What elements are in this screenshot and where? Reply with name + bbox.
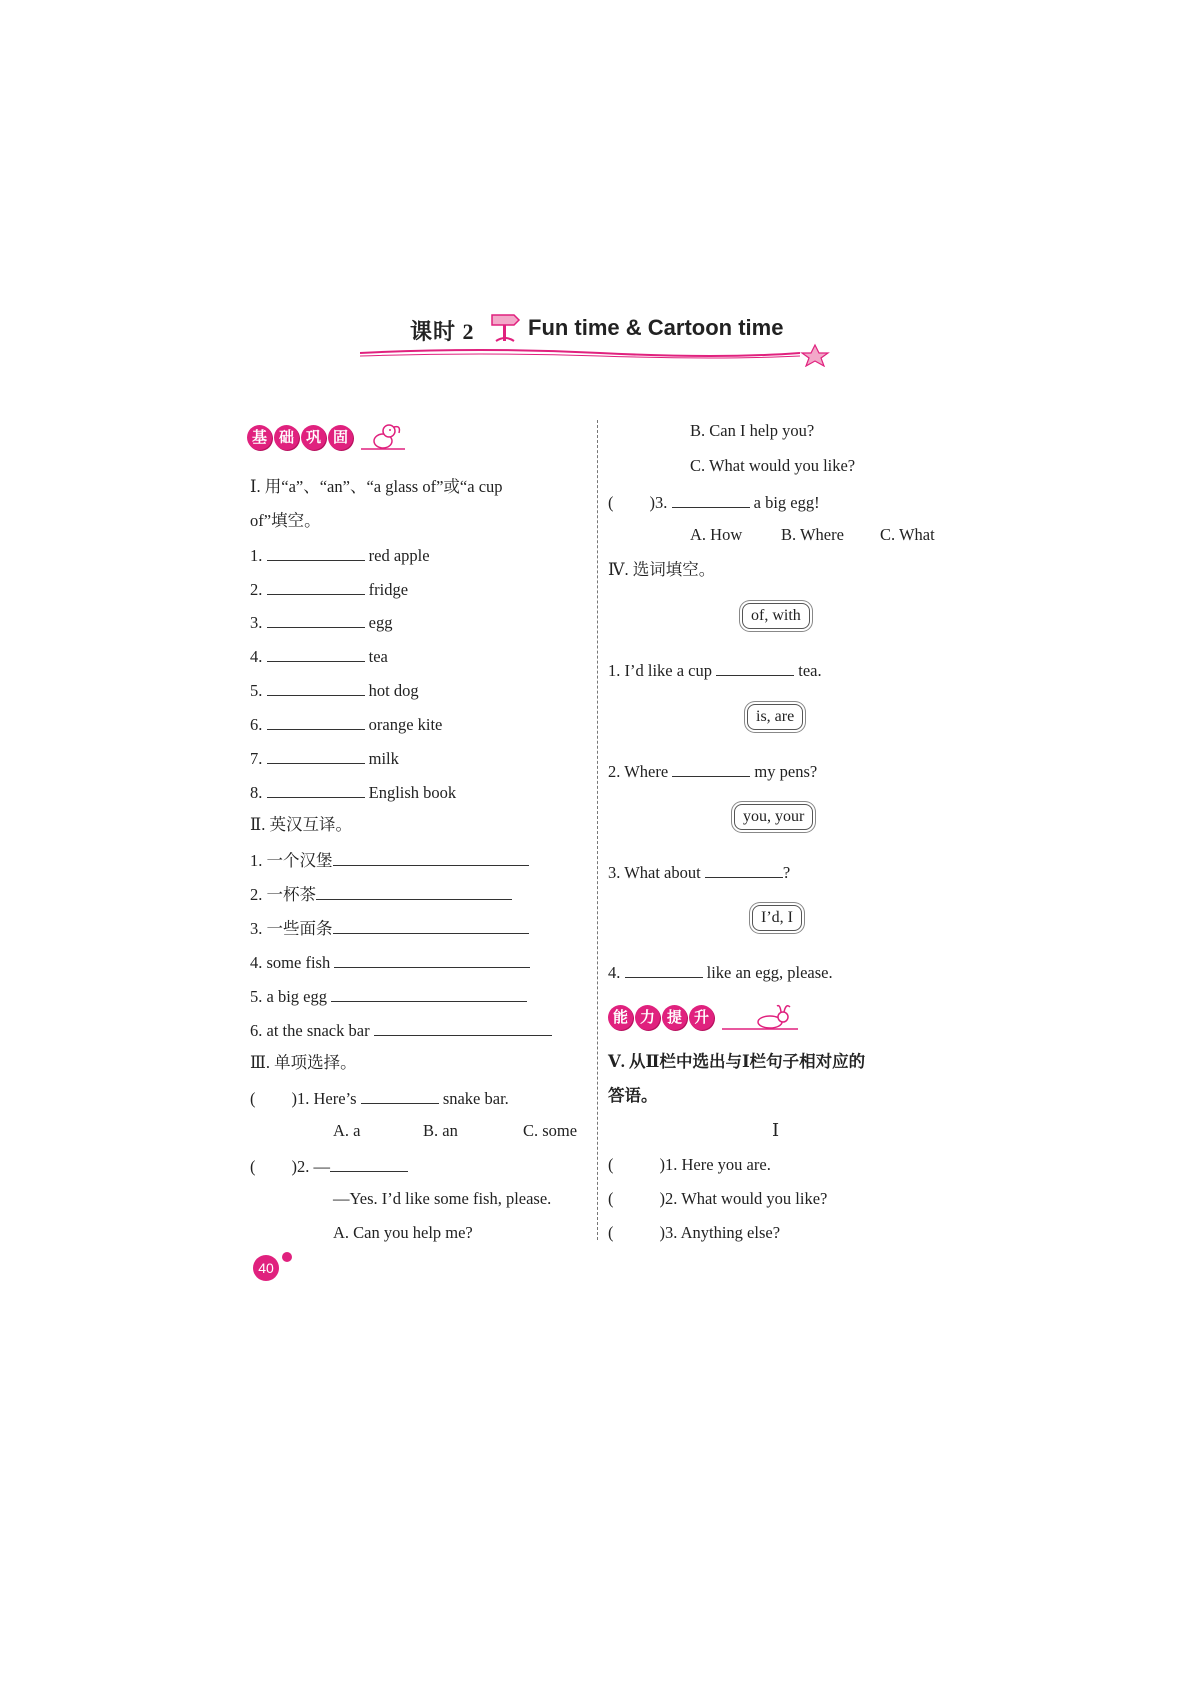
answer-blank[interactable] (267, 747, 365, 764)
fill-item: 2. fridge (250, 580, 409, 599)
section-banner-improve (608, 1005, 716, 1033)
option-c[interactable]: C. What would you like? (690, 456, 856, 475)
word-choice-box: is, are (747, 704, 803, 730)
lesson-number: 课时 2 (410, 319, 475, 344)
banner-char: 巩 (301, 425, 326, 450)
fill-item: 3. What about ? (608, 863, 791, 882)
answer-blank[interactable] (672, 760, 750, 777)
fill-item: 8. English book (250, 783, 457, 802)
choice-question-1: ( )1. Here’s snake bar. (250, 1089, 509, 1108)
word-choice-box: of, with (742, 603, 810, 629)
option-a[interactable]: A. How (690, 525, 743, 544)
translate-item: 3. 一些面条 (250, 917, 529, 939)
fill-item: 1. red apple (250, 546, 430, 565)
answer-blank[interactable] (267, 679, 365, 696)
match-item: ( )1. Here you are. (608, 1155, 771, 1174)
dog-icon (359, 421, 407, 455)
translate-item: 4. some fish (250, 951, 530, 973)
lesson-header (360, 305, 840, 355)
answer-blank[interactable] (267, 544, 365, 561)
answer-blank[interactable] (330, 1155, 408, 1172)
answer-blank[interactable] (716, 659, 794, 676)
section-2-title: Ⅱ. 英汉互译。 (250, 815, 352, 834)
fill-item: 3. egg (250, 613, 393, 632)
section-5-title: Ⅴ. 从Ⅱ栏中选出与Ⅰ栏句子相对应的 (608, 1052, 866, 1071)
translate-item: 5. a big egg (250, 985, 527, 1007)
option-b[interactable]: B. an (423, 1121, 458, 1140)
option-a[interactable]: A. a (333, 1121, 361, 1140)
translate-item: 1. 一个汉堡 (250, 849, 529, 871)
answer-blank[interactable] (331, 985, 527, 1002)
answer-blank[interactable] (333, 849, 529, 866)
page-dot (282, 1252, 292, 1262)
answer-blank[interactable] (374, 1019, 552, 1036)
column-label: Ⅰ (772, 1120, 780, 1140)
fill-item: 1. I’d like a cup tea. (608, 661, 822, 680)
banner-char: 升 (689, 1005, 714, 1030)
column-divider (597, 420, 598, 1240)
section-3-title: Ⅲ. 单项选择。 (250, 1053, 357, 1072)
lesson-title: Fun time & Cartoon time (528, 315, 784, 340)
choice-question-3: ( )3. a big egg! (608, 493, 820, 512)
option-c[interactable]: C. some (523, 1121, 578, 1140)
section-4-title: Ⅳ. 选词填空。 (608, 560, 716, 579)
answer-blank[interactable] (267, 645, 365, 662)
answer-blank[interactable] (316, 883, 512, 900)
fill-item: 6. orange kite (250, 715, 443, 734)
answer-blank[interactable] (625, 961, 703, 978)
fill-item: 4. tea (250, 647, 388, 666)
match-item: ( )3. Anything else? (608, 1223, 781, 1242)
banner-char: 力 (635, 1005, 660, 1030)
section-1-title: Ⅰ. 用“a”、“an”、“a glass of”或“a cup (250, 477, 503, 496)
section-1-title-cont: of”填空。 (250, 511, 321, 530)
translate-item: 6. at the snack bar (250, 1019, 552, 1041)
answer-blank[interactable] (267, 713, 365, 730)
answer-blank[interactable] (267, 781, 365, 798)
option-b[interactable]: B. Can I help you? (690, 421, 815, 440)
section-banner-basics (247, 425, 355, 453)
banner-char: 基 (247, 425, 272, 450)
banner-char: 提 (662, 1005, 687, 1030)
choice-question-2: ( )2. — (250, 1155, 408, 1177)
answer-blank[interactable] (705, 861, 783, 878)
answer-blank[interactable] (334, 951, 530, 968)
option-a[interactable]: A. Can you help me? (333, 1223, 473, 1242)
word-choice-box: I’d, I (752, 905, 802, 931)
banner-char: 固 (328, 425, 353, 450)
answer-blank[interactable] (267, 611, 365, 628)
match-item: ( )2. What would you like? (608, 1189, 828, 1208)
answer-blank[interactable] (333, 917, 529, 934)
fill-item: 7. milk (250, 749, 399, 768)
option-b[interactable]: B. Where (781, 525, 844, 544)
header-underline (360, 343, 840, 367)
signpost-icon (488, 309, 522, 343)
translate-item: 2. 一杯茶 (250, 883, 512, 905)
fill-item: 4. like an egg, please. (608, 963, 833, 982)
reply-text: —Yes. I’d like some fish, please. (333, 1189, 552, 1208)
fill-item: 2. Where my pens? (608, 762, 818, 781)
answer-blank[interactable] (672, 491, 750, 508)
word-choice-box: you, your (734, 804, 813, 830)
banner-char: 础 (274, 425, 299, 450)
answer-blank[interactable] (361, 1087, 439, 1104)
fill-item: 5. hot dog (250, 681, 419, 700)
bunny-icon (720, 1001, 800, 1035)
page-number: 40 (253, 1255, 279, 1281)
section-5-title-cont: 答语。 (608, 1086, 658, 1105)
banner-char: 能 (608, 1005, 633, 1030)
answer-blank[interactable] (267, 578, 365, 595)
option-c[interactable]: C. What (880, 525, 935, 544)
